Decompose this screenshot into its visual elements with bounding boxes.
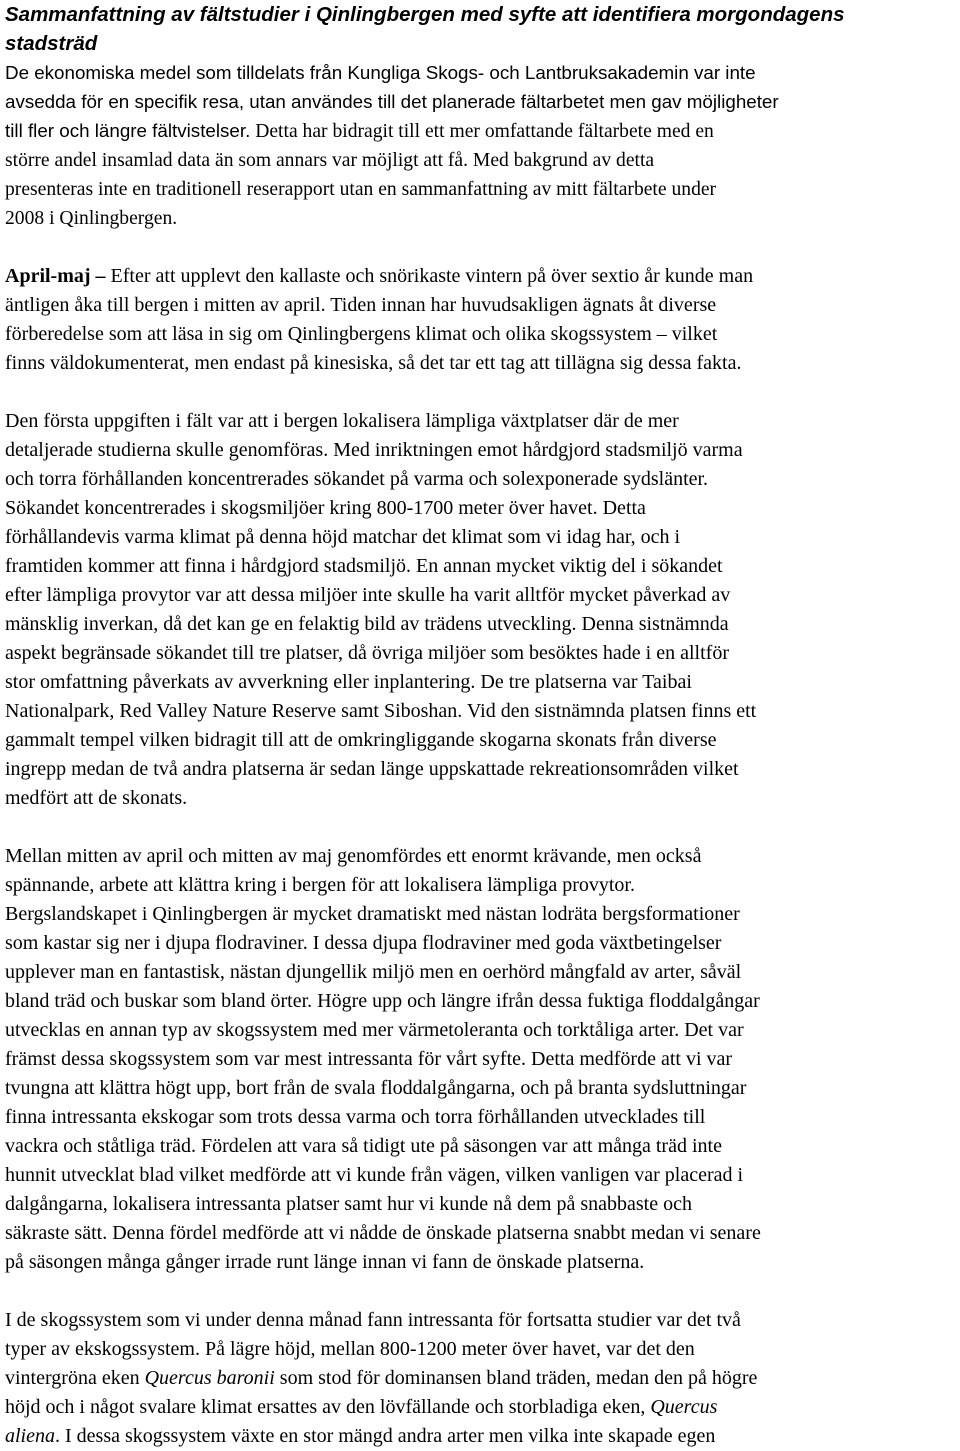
intro-text: Detta har bidragit till ett mer omfattande fältarbete med en bbox=[250, 121, 714, 142]
paragraph-april-may-work bbox=[5, 842, 955, 1277]
paragraph-text: höjd och i något svalare klimat ersattes av den lövfällande och storbladiga eken, bbox=[5, 1396, 651, 1418]
document-title bbox=[5, 0, 955, 58]
paragraph-line: detaljerade studierna skulle genomföras. Med inriktningen emot hårdgjord stadsmiljö varma bbox=[5, 439, 743, 461]
intro-line: 2008 i Qinlingbergen. bbox=[5, 208, 178, 229]
paragraph-line: ingrepp medan de två andra platserna är sedan länge uppskattade rekreationsområden vilket bbox=[5, 758, 739, 780]
paragraph-line: typer av ekskogssystem. På lägre höjd, mellan 800-1200 meter över havet, var det den bbox=[5, 1338, 695, 1360]
title-line: Sammanfattning av fältstudier i Qinlingbergen med syfte att identifiera morgondagens bbox=[5, 3, 845, 26]
species-name: Quercus bbox=[650, 1396, 718, 1418]
intro-text: Med bakgrund av detta bbox=[468, 150, 655, 171]
species-name: aliena bbox=[5, 1425, 55, 1447]
section-heading: April-maj – bbox=[5, 265, 106, 287]
paragraph-line: upplever man en fantastisk, nästan djungellik miljö men en oerhörd mångfald av arter, såväl bbox=[5, 961, 742, 983]
intro-line: De ekonomiska medel som tilldelats från Kungliga Skogs- och Lantbruksakademin var inte bbox=[5, 62, 756, 83]
paragraph-line: förberedelse som att läsa in sig om Qinlingbergens klimat och olika skogssystem – vilket bbox=[5, 323, 718, 345]
paragraph-line: efter lämpliga provytor var att dessa miljöer inte skulle ha varit alltför mycket påverkad av bbox=[5, 584, 731, 606]
paragraph-april-maj bbox=[5, 262, 955, 378]
paragraph-line: som kastar sig ner i djupa flodraviner. I dessa djupa flodraviner med goda växtbetingelser bbox=[5, 932, 722, 954]
title-line: stadsträd bbox=[5, 32, 98, 55]
intro-paragraph bbox=[5, 58, 955, 233]
paragraph-line: Den första uppgiften i fält var att i bergen lokalisera lämpliga växtplatser där de mer bbox=[5, 410, 679, 432]
paragraph-line: gammalt tempel vilken bidragit till att de omkringliggande skogarna skonats från diverse bbox=[5, 729, 717, 751]
paragraph-line: Nationalpark, Red Valley Nature Reserve samt Siboshan. Vid den sistnämnda platsen finns ett bbox=[5, 700, 757, 722]
paragraph-text: . I dessa skogssystem växte en stor mängd andra arter men vilka inte skapade egen bbox=[55, 1425, 716, 1447]
paragraph-line: mänsklig inverkan, då det kan ge en felaktig bild av trädens utveckling. Denna sistnämnda bbox=[5, 613, 729, 635]
paragraph-line: finns väldokumenterat, men endast på kinesiska, så det tar ett tag att tillägna sig dessa fakta. bbox=[5, 352, 742, 374]
paragraph-line bbox=[5, 1393, 955, 1422]
paragraph-line bbox=[5, 262, 955, 291]
paragraph-line: Mellan mitten av april och mitten av maj genomfördes ett enormt krävande, men också bbox=[5, 845, 702, 867]
paragraph-line: förhållandevis varma klimat på denna höjd matchar det klimat som vi idag har, och i bbox=[5, 526, 681, 548]
intro-text: till fler och längre fältvistelser. bbox=[5, 120, 251, 141]
paragraph-line bbox=[5, 1422, 955, 1451]
paragraph-line: aspekt begränsade sökandet till tre platser, då övriga miljöer som besöktes hade i en alltför bbox=[5, 642, 729, 664]
paragraph-line: säkraste sätt. Denna fördel medförde att vi nådde de önskade platserna snabbt medan vi senare bbox=[5, 1222, 761, 1244]
paragraph-line: främst dessa skogssystem som var mest intressanta för vårt syfte. Detta medförde att vi var bbox=[5, 1048, 733, 1070]
paragraph-line bbox=[5, 1364, 955, 1393]
paragraph-text: som stod för dominansen bland träden, medan den på högre bbox=[274, 1367, 758, 1389]
paragraph-field-task bbox=[5, 407, 955, 813]
paragraph-line: på säsongen många gånger irrade runt länge innan vi fann de önskade platserna. bbox=[5, 1251, 645, 1273]
intro-line: avsedda för en specifik resa, utan användes till det planerade fältarbetet men gav möjligheter bbox=[5, 91, 779, 112]
paragraph-line: Bergslandskapet i Qinlingbergen är mycket dramatiskt med nästan lodräta bergsformationer bbox=[5, 903, 740, 925]
paragraph-line: framtiden kommer att finna i hårdgjord stadsmiljö. En annan mycket viktig del i sökandet bbox=[5, 555, 723, 577]
paragraph-line: vackra och ståtliga träd. Fördelen att vara så tidigt ute på säsongen var att många träd inte bbox=[5, 1135, 722, 1157]
paragraph-line: bland träd och buskar som bland örter. Högre upp och längre ifrån dessa fuktiga floddalgångar bbox=[5, 990, 760, 1012]
paragraph-forest-systems bbox=[5, 1306, 955, 1451]
document-page bbox=[5, 0, 955, 1451]
paragraph-line: stor omfattning påverkats av avverkning eller inplantering. De tre platserna var Taibai bbox=[5, 671, 692, 693]
paragraph-text: Efter att upplevt den kallaste och snörikaste vintern på över sextio år kunde man bbox=[105, 265, 754, 287]
intro-line: presenteras inte en traditionell reserapport utan en sammanfattning av mitt fältarbete under bbox=[5, 179, 717, 200]
paragraph-line: och torra förhållanden koncentrerades sökandet på varma och solexponerade sydslänter. bbox=[5, 468, 709, 490]
paragraph-text: vintergröna eken bbox=[5, 1367, 145, 1389]
paragraph-line: finna intressanta ekskogar som trots dessa varma och torra förhållanden utvecklades till bbox=[5, 1106, 706, 1128]
paragraph-line: tvungna att klättra högt upp, bort från de svala floddalgångarna, och på branta sydsluttningar bbox=[5, 1077, 747, 1099]
paragraph-line: Sökandet koncentrerades i skogsmiljöer kring 800-1700 meter över havet. Detta bbox=[5, 497, 646, 519]
paragraph-line: I de skogssystem som vi under denna månad fann intressanta för fortsatta studier var det två bbox=[5, 1309, 741, 1331]
paragraph-line: spännande, arbete att klättra kring i bergen för att lokalisera lämpliga provytor. bbox=[5, 874, 635, 896]
intro-text: större andel insamlad data än som annars var möjligt att få. bbox=[5, 150, 469, 171]
paragraph-line: medfört att de skonats. bbox=[5, 787, 188, 809]
paragraph-line: hunnit utvecklat blad vilket medförde att vi kunde från vägen, vilken vanligen var placerad i bbox=[5, 1164, 744, 1186]
paragraph-line: dalgångarna, lokalisera intressanta platser samt hur vi kunde nå dem på snabbaste och bbox=[5, 1193, 692, 1215]
paragraph-line: äntligen åka till bergen i mitten av april. Tiden innan har huvudsakligen ägnats åt diverse bbox=[5, 294, 717, 316]
intro-line bbox=[5, 116, 955, 146]
paragraph-line: utvecklas en annan typ av skogssystem med mer värmetoleranta och torktåliga arter. Det var bbox=[5, 1019, 744, 1041]
species-name: Quercus baronii bbox=[144, 1367, 275, 1389]
intro-line bbox=[5, 146, 955, 175]
